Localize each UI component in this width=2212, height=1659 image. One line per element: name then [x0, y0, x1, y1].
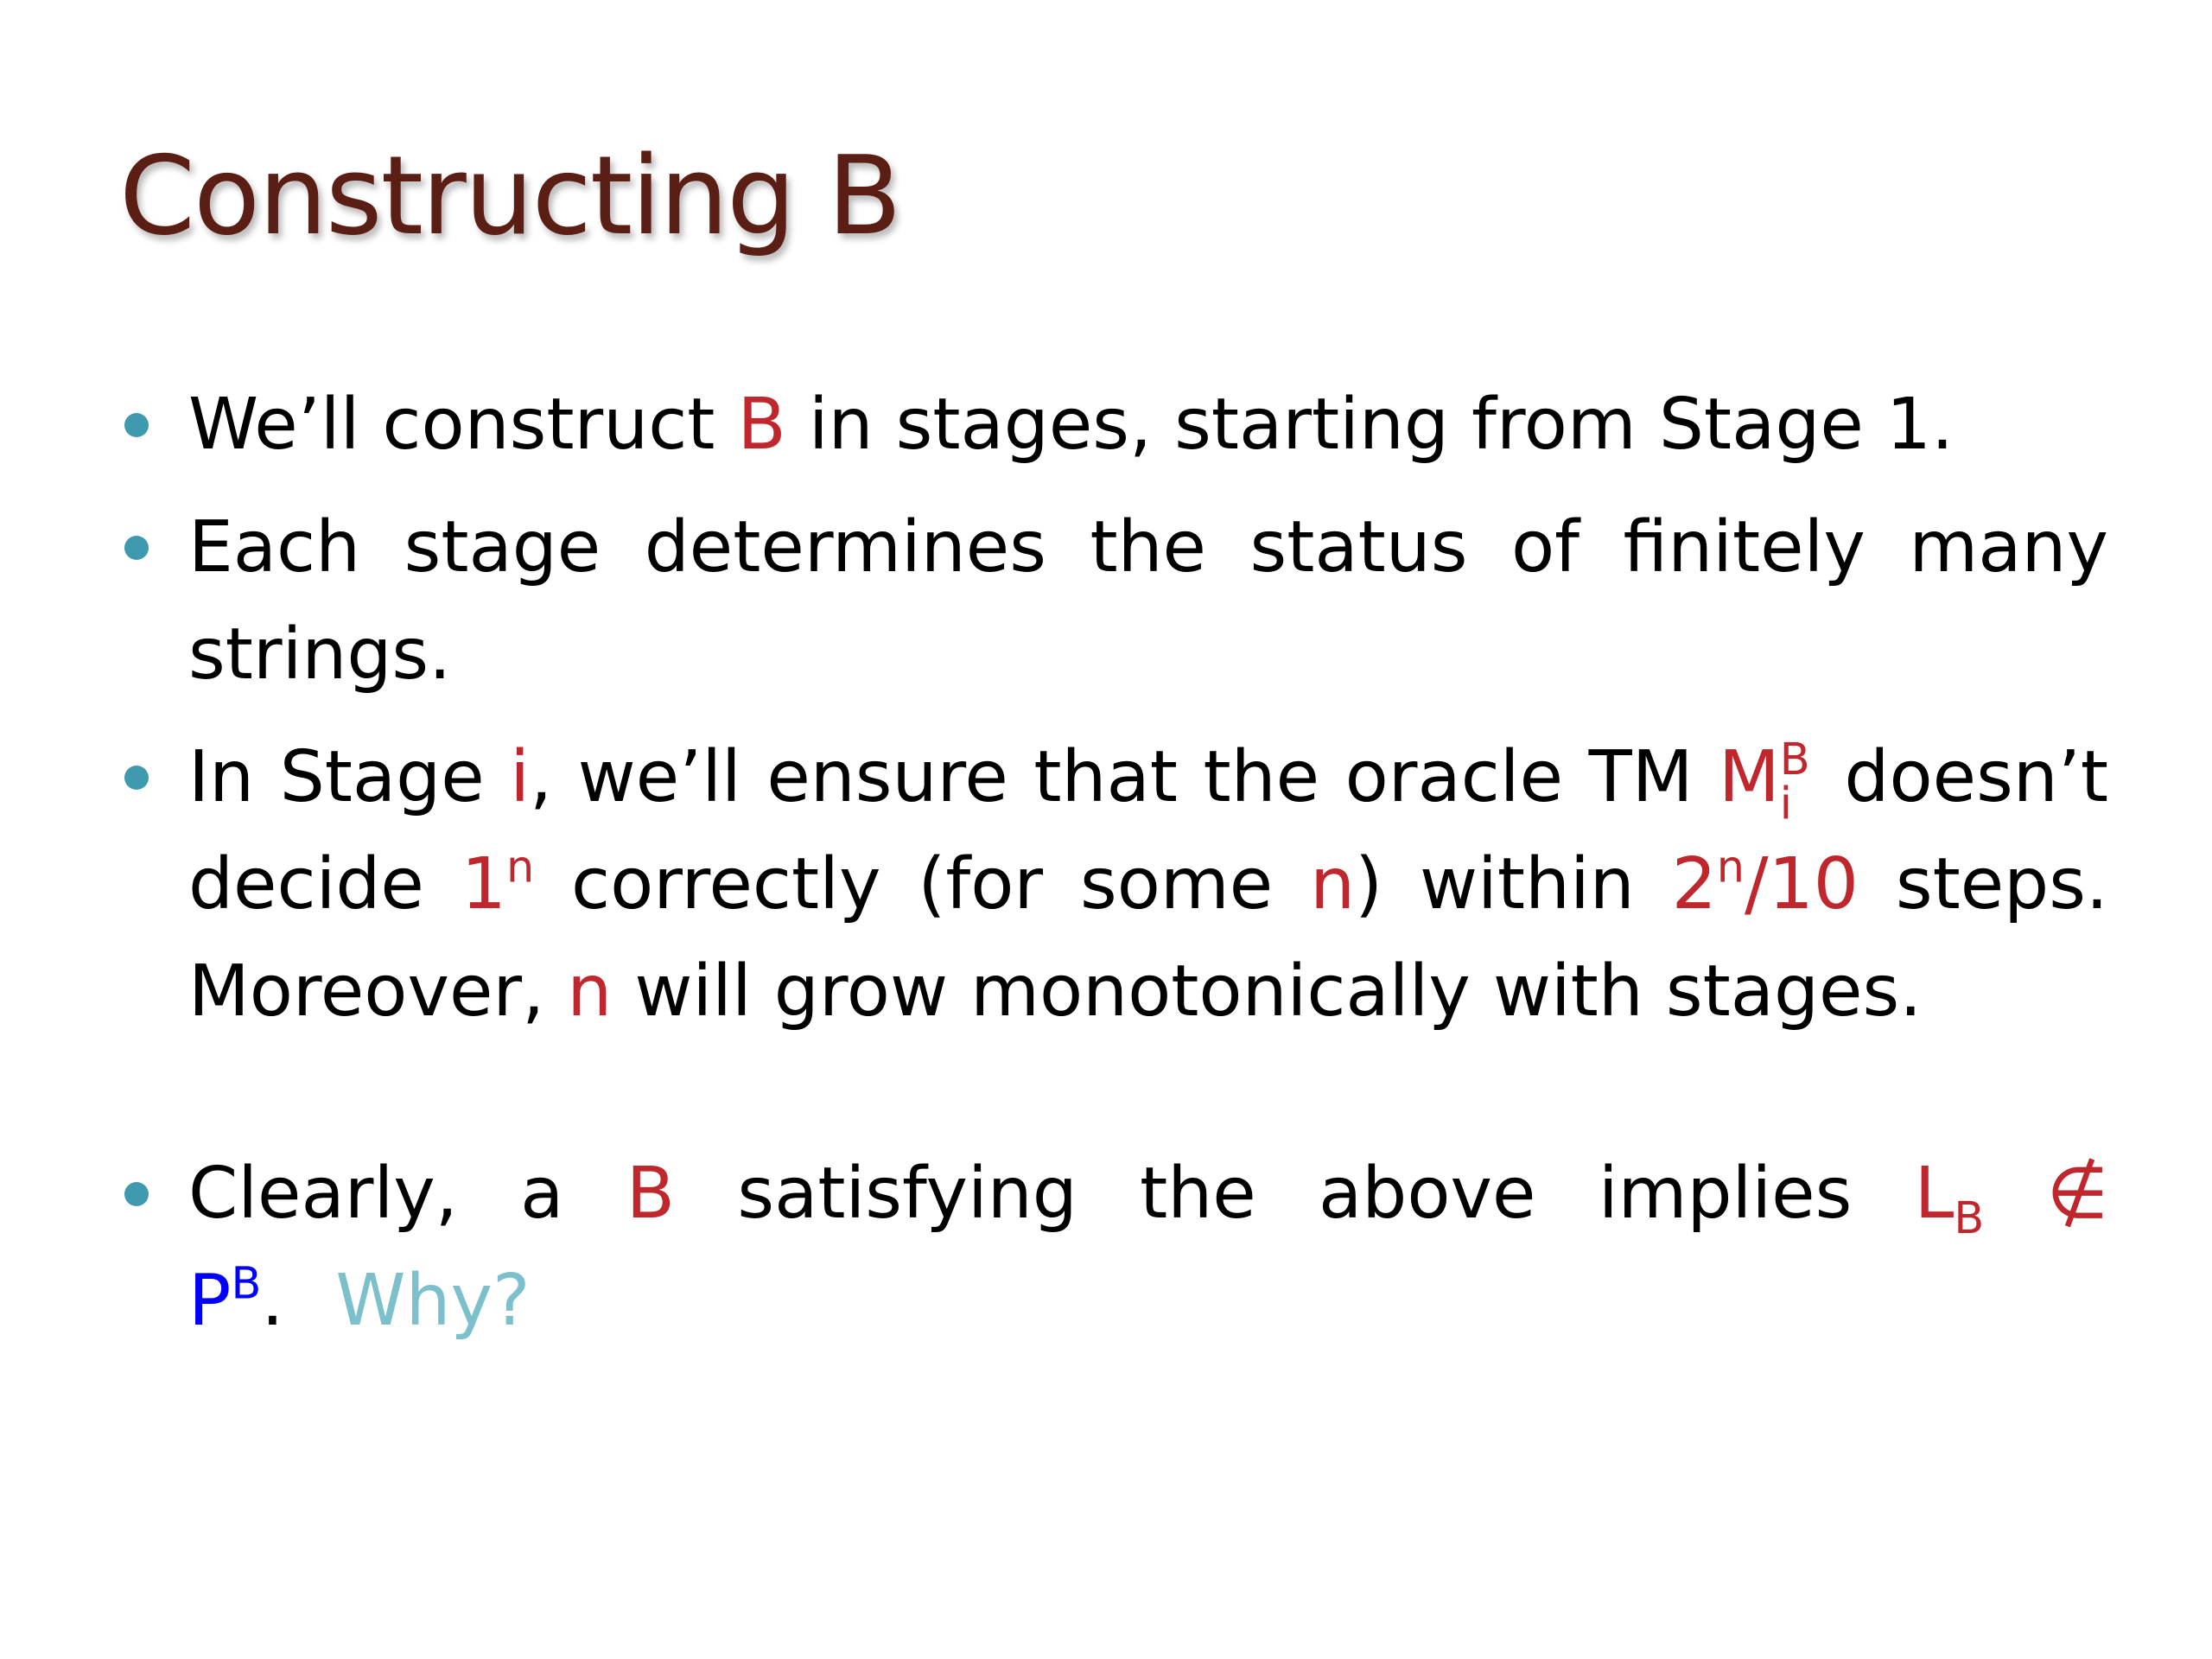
bullet-4-b: B — [626, 1153, 676, 1235]
bullet-3-text-pre: In Stage — [188, 736, 511, 818]
bullet-3-text-mid3: correctly (for some — [534, 843, 1311, 925]
bullet-1-b: B — [737, 384, 786, 466]
bullet-dot-icon — [124, 413, 149, 437]
step-bound-two: 2 — [1671, 843, 1717, 925]
bullet-3-n2: n — [567, 950, 613, 1033]
bullet-1-text-post: in stages, starting from Stage 1. — [785, 384, 1955, 466]
bullet-3-text-mid5: steps. Moreover, — [188, 843, 2109, 1033]
bullet-dot-icon — [124, 766, 149, 790]
oracle-tm-sub-i: i — [1779, 777, 1792, 829]
bullet-dot-icon — [124, 1182, 149, 1206]
bullet-4-text-pre: Clearly, a — [188, 1153, 626, 1235]
language-l: L — [1914, 1153, 1955, 1235]
bullet-item-2 — [121, 494, 2108, 709]
oracle-tm-scripts — [1779, 730, 1819, 829]
bullet-item-1 — [121, 372, 2108, 479]
oracle-tm-m: M — [1719, 736, 1780, 818]
bullet-4-period: . — [261, 1260, 284, 1342]
bullet-list — [121, 372, 2108, 1370]
language-sub-b: B — [1954, 1192, 1985, 1243]
bullet-4-text-mid: satisfying the above implies — [675, 1153, 1915, 1235]
why-prompt: Why? — [335, 1260, 531, 1342]
bullet-2-text: Each stage determines the status of finitely many strings. — [188, 506, 2108, 696]
bullet-3-text-mid1: , we’ll ensure that the oracle TM — [530, 736, 1719, 818]
unary-sup-n: n — [505, 841, 535, 893]
bullet-item-4 — [121, 1141, 2108, 1355]
slide-title: Constructing B — [119, 132, 900, 259]
bullet-1-text-pre: We’ll construct — [188, 384, 738, 466]
class-sup-b: B — [231, 1257, 262, 1309]
step-bound-ten: /10 — [1744, 843, 1859, 925]
bullet-3-text-post: will grow monotonically with stages. — [612, 950, 1923, 1033]
bullet-3-text-mid4: ) within — [1355, 843, 1672, 925]
bullet-item-3 — [121, 724, 2108, 1046]
step-bound-sup-n: n — [1716, 841, 1745, 893]
bullet-3-i: i — [510, 736, 531, 818]
class-p: P — [188, 1260, 232, 1342]
bullet-3-text-mid2: doesn’t decide — [188, 736, 2108, 925]
bullet-dot-icon — [124, 536, 149, 560]
unary-one: 1 — [461, 843, 506, 925]
not-in-symbol: ∉ — [1984, 1153, 2108, 1235]
bullet-3-n1: n — [1310, 843, 1356, 925]
oracle-tm-sup-b: B — [1779, 734, 1810, 785]
